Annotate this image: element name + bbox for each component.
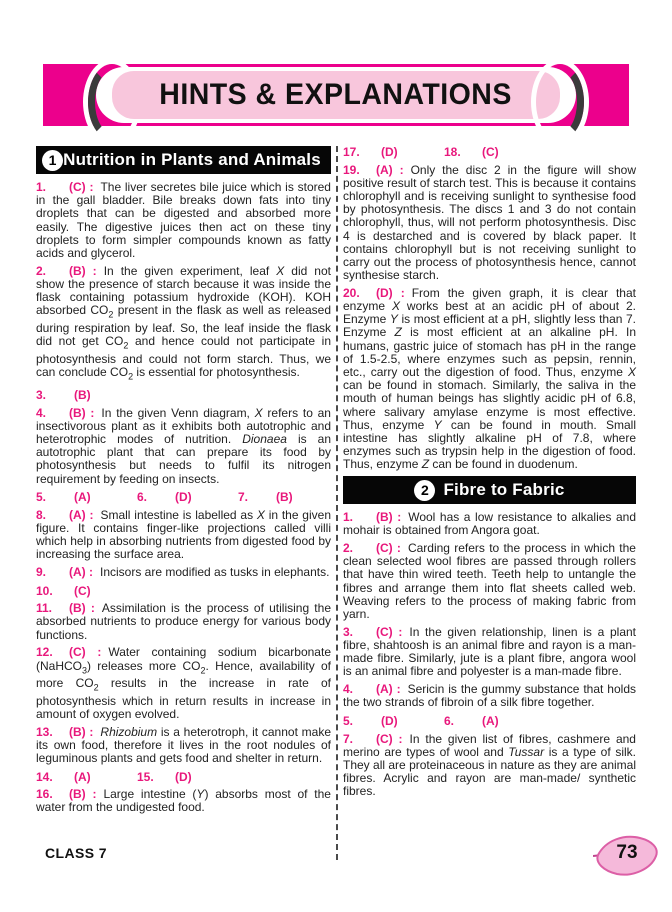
question-number: 2. bbox=[343, 541, 354, 556]
question-number: 3. bbox=[343, 624, 354, 639]
section-title: Nutrition in Plants and Animals bbox=[63, 150, 321, 169]
question-number: 6. bbox=[444, 714, 455, 729]
answer-option: (D) bbox=[175, 490, 192, 505]
question-number: 13. bbox=[36, 724, 53, 739]
explanation-item: 19. (A) : Only the disc 2 in the figure will show positive result of starch test. This is because it contains chlorophyll and is receiving sunlight to synthesise food by photosynthesis. The discs 1 and 3 do not contain chlorophyll, thus, will not perform photosynthesis. Disc 4 is destarched and is covered by black paper. It contains chlorophyll but is not receiving sunlight to carry out the process of photosynthesis hence, cannot synthesise starch. bbox=[343, 162, 636, 283]
explanation-item: 16. (B) : Large intestine (Y) absorbs most of the water from the undigested food. bbox=[36, 787, 331, 815]
answer-option: (A) bbox=[482, 714, 499, 729]
answer-option: (B) : bbox=[69, 724, 94, 739]
question-number: 12. bbox=[36, 645, 53, 660]
answer-pair bbox=[444, 145, 506, 159]
question-number: 15. bbox=[137, 769, 154, 784]
answer-option: (B) : bbox=[69, 405, 95, 420]
explanation-item: 12. (C) : Water containing sodium bicarbonate (NaHCO$_3$) releases more $CO_2$. Hence, availability of more $CO_2$ results in the increase in rate of photosynthesis which in return results in increase in amount of oxygen evolved. bbox=[36, 645, 331, 721]
section-number-badge: 1 bbox=[42, 150, 63, 171]
answer-option: (D) bbox=[381, 145, 398, 159]
header-band bbox=[43, 64, 629, 126]
answer-pair bbox=[343, 145, 444, 159]
answer-pair bbox=[137, 770, 199, 784]
answer-pair bbox=[343, 714, 444, 728]
answer-pair bbox=[36, 490, 137, 504]
question-number: 16. bbox=[36, 787, 53, 802]
question-number: 5. bbox=[343, 714, 354, 729]
answers-row bbox=[36, 388, 331, 402]
explanation-item: 20. (D) : From the given graph, it is clear that enzyme X works best at an acidic pH of about 2. Enzyme Y is most efficient at a pH, slightly less than 7. Enzyme Z is most efficient at an alkaline pH. In humans, gastric juice of stomach has pH in the range of 1.5-2.5, where enzymes such as pepsin, rennin, etc., carry out the digestion of food. Thus, enzyme X can be found in stomach. Similarly, the saliva in the mouth of human beings has slightly acidic pH of 6.8, where salivary amylase enzyme is most effective. Thus, enzyme Y can be found in mouth. Small intestine has slightly alkaline pH of 7.8, where enzymes such as trypsin help in the digestion of food. Thus, enzyme Z can be found in duodenum. bbox=[343, 285, 636, 472]
answer-option: (A) bbox=[74, 769, 91, 784]
explanation-item: 2. (B) : In the given experiment, leaf X did not show the presence of starch because it was inside the flask containing potassium hydroxide (KOH). KOH absorbed $CO_2$ present in the flask as well as released during respiration by leaf. So, the leaf inside the flask did not get $CO_2$ and hence could not participate in photosynthesis and could not form starch. Thus, we can conclude $CO_2$ is essential for photosynthesis. bbox=[36, 263, 331, 382]
answer-pair bbox=[36, 388, 98, 402]
question-number: 19. bbox=[343, 162, 360, 177]
explanation-item: 11. (B) : Assimilation is the process of utilising the absorbed nutrients to produce energy for various body functions. bbox=[36, 601, 331, 642]
question-number: 7. bbox=[238, 490, 249, 505]
explanation-item: 13. (B) : Rhizobium is a heterotroph, it cannot make its own food, therefore it lives in the root nodules of leguminous plants and gets food and shelter in return. bbox=[36, 724, 331, 766]
section-title: Fibre to Fabric bbox=[443, 480, 565, 500]
answer-option: (B) : bbox=[376, 510, 402, 525]
column-divider bbox=[336, 146, 338, 860]
answer-option: (C) : bbox=[376, 731, 403, 746]
question-number: 6. bbox=[137, 490, 148, 505]
answer-option: (D) bbox=[175, 769, 192, 784]
answer-option: (C) : bbox=[376, 624, 403, 639]
answer-option: (C) : bbox=[69, 645, 102, 660]
question-number: 7. bbox=[343, 731, 354, 746]
answer-option: (C) bbox=[74, 583, 91, 598]
question-number: 1. bbox=[36, 180, 47, 194]
explanation-item: 1. (B) : Wool has a low resistance to alkalies and mohair is obtained from Angora goat. bbox=[343, 510, 636, 538]
answers-row bbox=[343, 714, 636, 728]
answers-row bbox=[36, 584, 331, 598]
question-number: 9. bbox=[36, 565, 47, 580]
two-column-body bbox=[36, 144, 636, 860]
class-label: CLASS 7 bbox=[45, 845, 107, 861]
page-number-badge bbox=[593, 832, 661, 880]
answers-row bbox=[36, 490, 331, 504]
page-number: 73 bbox=[616, 842, 638, 863]
question-number: 4. bbox=[343, 682, 354, 697]
question-number: 3. bbox=[36, 388, 47, 403]
answer-option: (A) : bbox=[376, 162, 404, 177]
explanation-item: 7. (C) : In the given list of fibres, cashmere and merino are types of wool and Tussar is a type of silk. They all are proteinaceous in nature as they are animal fibres. Acrylic and rayon are man-made/ synthetic fibres. bbox=[343, 731, 636, 799]
explanation-item: 2. (C) : Carding refers to the process in which the clean selected wool fibres are passed through rollers that have thin wired teeth. Teeth help to untangle the fibres and arrange them into flat sheets called web. Weaving refers to the process of making fabric from yarn. bbox=[343, 541, 636, 622]
question-number: 1. bbox=[343, 510, 354, 525]
answer-option: (B) bbox=[74, 388, 91, 403]
answers-row bbox=[343, 145, 636, 159]
page-title: HINTS & EXPLANATIONS bbox=[159, 78, 513, 111]
banner-pill bbox=[112, 71, 560, 119]
answer-option: (A) : bbox=[69, 565, 93, 580]
explanation-item: 9. (A) : Incisors are modified as tusks in elephants. bbox=[36, 565, 330, 580]
explanation-item: 8. (A) : Small intestine is labelled as X in the given figure. It contains finger-like projections called villi which help in absorbing nutrients from digested food by increasing the surface area. bbox=[36, 507, 331, 562]
section-header bbox=[343, 476, 636, 504]
answer-option: (C) bbox=[482, 145, 499, 159]
right-column bbox=[343, 144, 636, 860]
explanation-item: 4. (A) : Sericin is the gummy substance that holds the two strands of fibroin of a silk fibre together. bbox=[343, 682, 636, 710]
answer-option: (B) : bbox=[69, 601, 95, 616]
answer-option: (B) : bbox=[69, 263, 97, 278]
banner-outline bbox=[96, 67, 576, 123]
answer-option: (A) : bbox=[69, 507, 94, 522]
question-number: 11. bbox=[36, 601, 53, 616]
section-number-badge: 2 bbox=[414, 480, 435, 501]
answer-option: (D) bbox=[381, 714, 398, 729]
explanation-item: 1. (C) : The liver secretes bile juice which is stored in the gall bladder. Bile breaks down fats into tiny droplets that can be digested and absorbed more easily. The digestive juices then act on these tiny droplets to form simpler compounds known as fatty acids and glycerol. bbox=[36, 180, 331, 261]
explanation-item: 4. (B) : In the given Venn diagram, X refers to an insectivorous plant as it exhibits both autotrophic and heterotrophic modes of nutrition. Dionaea is an autotrophic plant that can prepare its food by photosynthesis but needs to fulfil its nitrogen requirement by feeding on insects. bbox=[36, 405, 331, 486]
answers-row bbox=[36, 770, 331, 784]
answer-pair bbox=[444, 714, 506, 728]
answer-pair bbox=[36, 584, 98, 598]
right-parenthesis-icon bbox=[536, 64, 584, 140]
answer-option: (C) : bbox=[69, 180, 94, 194]
question-number: 18. bbox=[444, 145, 461, 159]
answer-pair bbox=[36, 770, 137, 784]
answer-option: (B) : bbox=[69, 787, 97, 802]
question-number: 5. bbox=[36, 490, 47, 505]
question-number: 4. bbox=[36, 405, 47, 420]
question-number: 17. bbox=[343, 145, 360, 159]
question-number: 2. bbox=[36, 263, 47, 278]
answer-option: (A) bbox=[74, 490, 91, 505]
explanation-item: 3. (C) : In the given relationship, linen is a plant fibre, shahtoosh is an animal fibre and rayon is a man-made fibre. Similarly, jute is a plant fibre, angora wool is an animal fibre and polyester is a man-made fibre. bbox=[343, 624, 636, 679]
section-header bbox=[36, 146, 331, 174]
answer-pair bbox=[137, 490, 238, 504]
answer-pair bbox=[238, 490, 300, 504]
question-number: 14. bbox=[36, 769, 53, 784]
left-column bbox=[36, 144, 331, 860]
answer-option: (D) : bbox=[376, 285, 405, 300]
question-number: 20. bbox=[343, 285, 360, 300]
question-number: 10. bbox=[36, 583, 53, 598]
answer-option: (B) bbox=[276, 490, 293, 505]
answer-option: (A) : bbox=[376, 682, 401, 697]
question-number: 8. bbox=[36, 507, 47, 522]
answer-option: (C) : bbox=[376, 541, 401, 556]
